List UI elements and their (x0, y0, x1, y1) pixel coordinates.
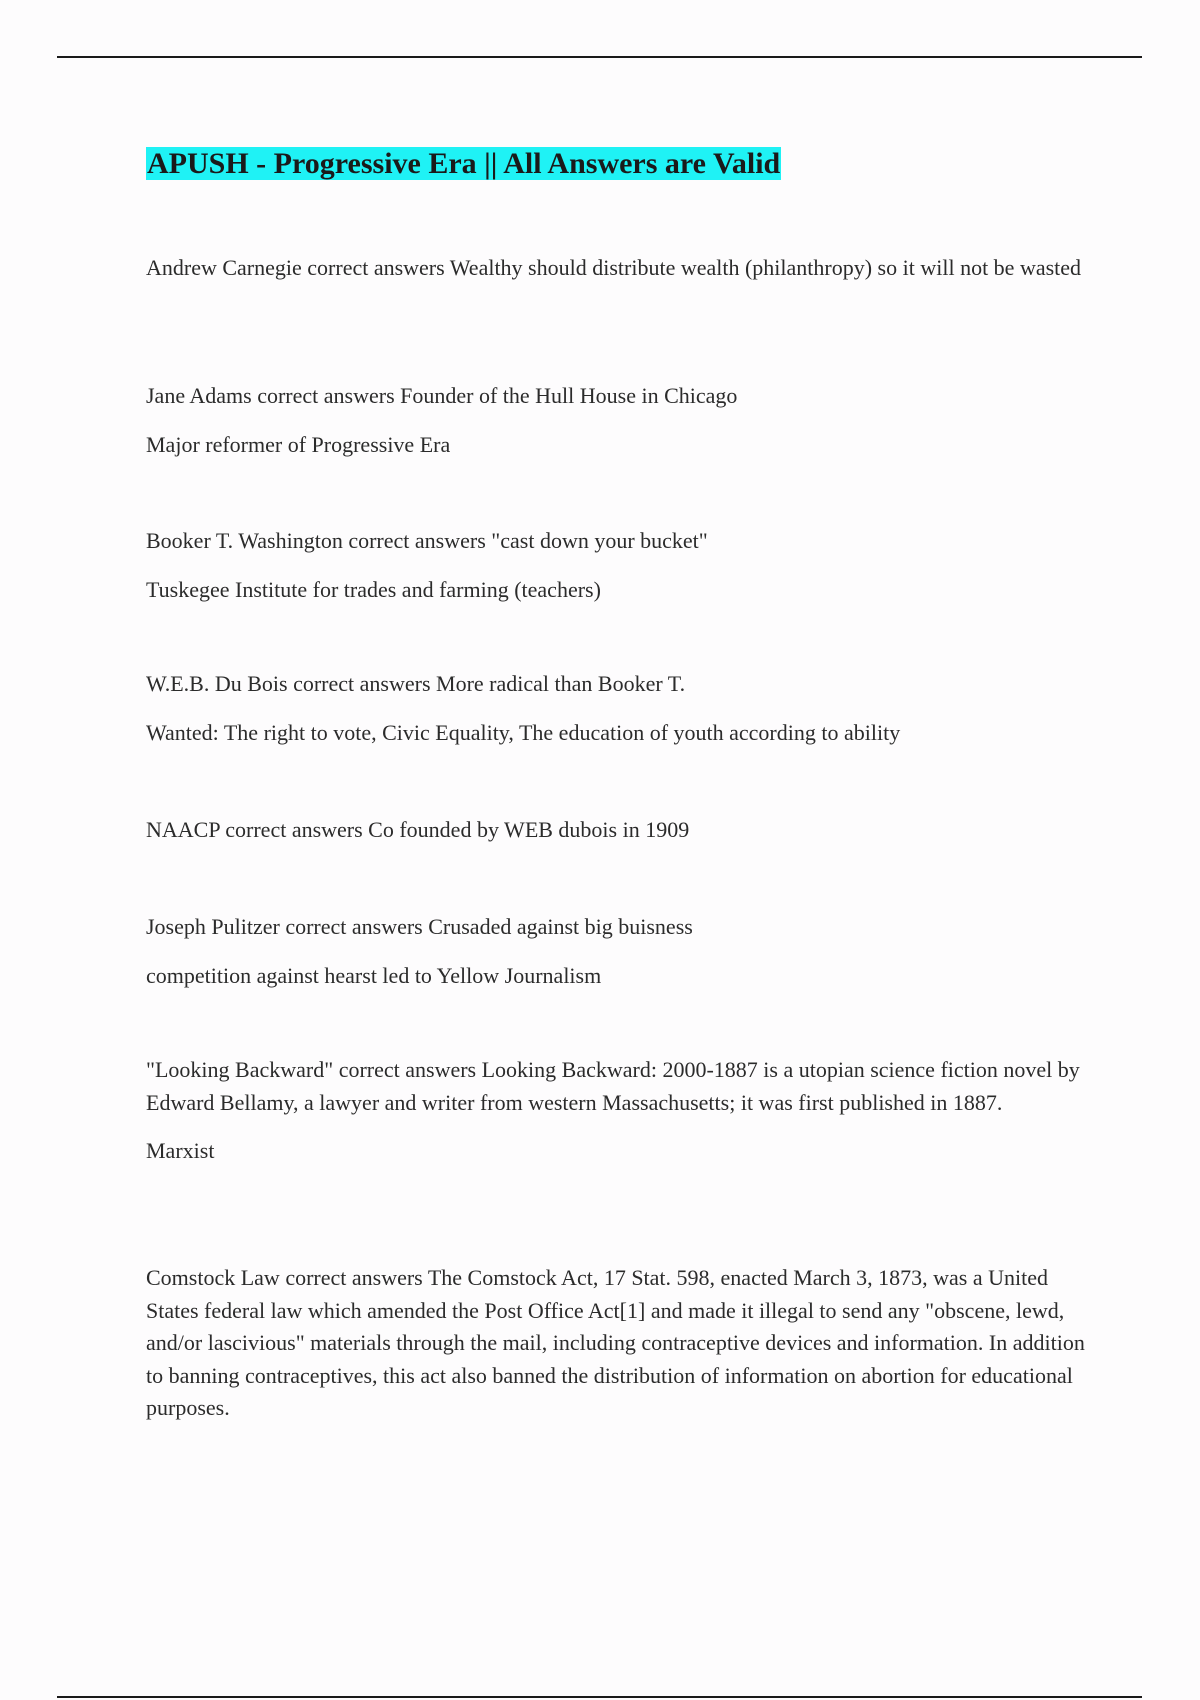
entry-paragraph: Andrew Carnegie correct answers Wealthy should distribute wealth (philanthropy) so it will not be wasted (146, 255, 1082, 280)
entry-web-du-bois (146, 668, 1086, 749)
entry-booker-t-washington (146, 525, 1086, 606)
entry-paragraph: Major reformer of Progressive Era (146, 431, 451, 457)
document-title-text: APUSH - Progressive Era || All Answers are Valid (147, 147, 781, 180)
entry-paragraph: Wanted: The right to vote, Civic Equality, The education of youth according to ability (146, 719, 901, 745)
entry-paragraph: W.E.B. Du Bois correct answers More radical than Booker T. (146, 671, 686, 696)
entry-paragraph: Booker T. Washington correct answers "cast down your bucket" (146, 528, 708, 553)
entry-paragraph: Marxist (146, 1138, 215, 1163)
entry-paragraph: competition against hearst led to Yellow Journalism (146, 962, 602, 988)
entry-paragraph: Tuskegee Institute for trades and farming (teachers) (146, 576, 601, 602)
entry-naacp (146, 814, 1086, 847)
entry-paragraph: NAACP correct answers Co founded by WEB dubois in 1909 (146, 817, 690, 842)
entry-paragraph: Jane Adams correct answers Founder of the Hull House in Chicago (146, 383, 738, 408)
footer-rule (57, 1696, 1142, 1698)
header-rule (57, 56, 1142, 58)
entry-paragraph: "Looking Backward" correct answers Looking Backward: 2000-1887 is a utopian science fiction novel by Edward Bellamy, a lawyer and writer from western Massachusetts; it was first published in 1887. (146, 1057, 1080, 1115)
entry-paragraph: Comstock Law correct answers The Comstock Act, 17 Stat. 598, enacted March 3, 1873, was a United States federal law which amended the Post Office Act[1] and made it illegal to send any "obscene, lewd, and/or lascivious" materials through the mail, including contraceptive devices and information. In addition to banning contraceptives, this act also banned the distribution of information on abortion for educational purposes. (146, 1265, 1085, 1420)
entry-comstock-law (146, 1262, 1086, 1425)
entry-paragraph: Joseph Pulitzer correct answers Crusaded against big buisness (146, 914, 693, 939)
entry-jane-adams (146, 380, 1086, 461)
entry-andrew-carnegie (146, 252, 1086, 285)
entry-joseph-pulitzer (146, 911, 1086, 992)
document-title (146, 146, 781, 182)
entry-looking-backward (146, 1054, 1086, 1168)
